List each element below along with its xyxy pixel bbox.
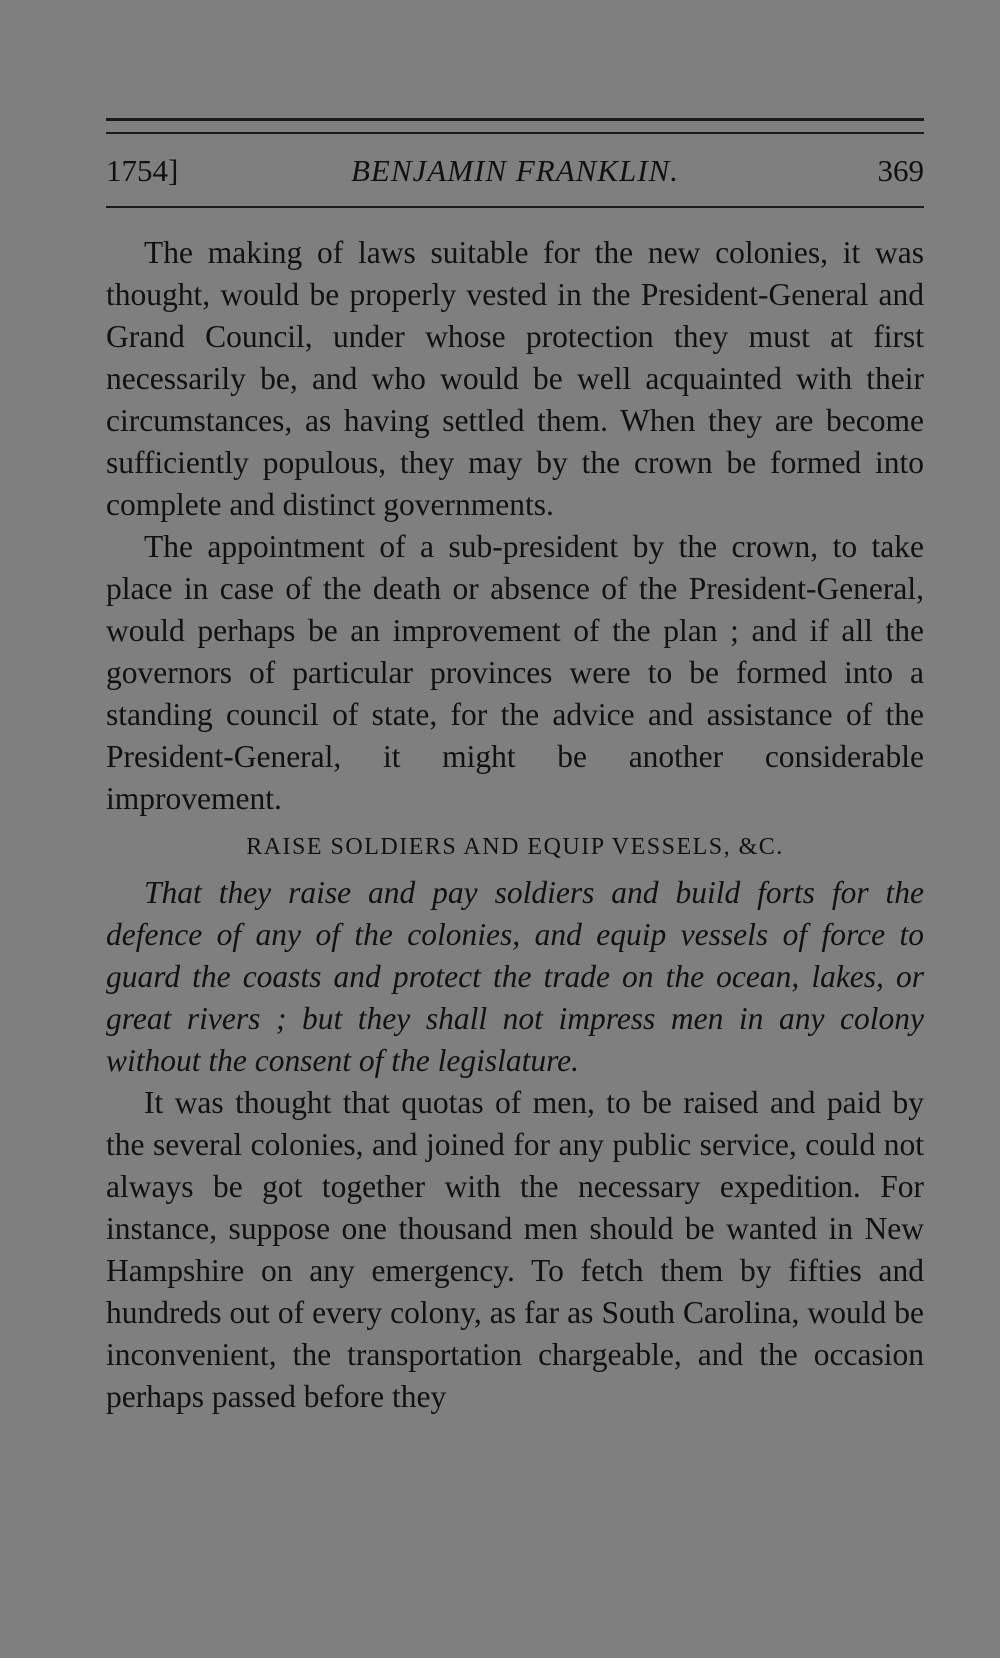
- article-text: That they raise and pay soldiers and build forts for the defence of any of the colonies, and equip vessels of force to guard the coasts and protect the trade on the ocean, lakes, or great rivers ; but they shall not impress men in any colony without the consent of the legislature.: [106, 875, 924, 1078]
- running-head-title: BENJAMIN FRANKLIN.: [351, 153, 679, 188]
- header-rule-bottom: [106, 206, 924, 208]
- header-rule-second: [106, 132, 924, 134]
- body-text: [106, 232, 924, 1418]
- running-head: [106, 150, 924, 192]
- page-number: 369: [877, 153, 924, 188]
- paragraph-sub-president: The appointment of a sub-president by the crown, to take place in case of the death or absence of the President-General, would perhaps be an improvement of the plan ; and if all the governors of particular provinces were to be formed into a standing council of state, for the advice and assistance of the President-General, it might be another considerable improvement.: [106, 529, 924, 816]
- paragraph-laws: The making of laws suitable for the new colonies, it was thought, would be properly vested in the President-General and Grand Council, under whose protection they must at first necessarily be, and who would be well acquainted with their circumstances, as having settled them. When they are become sufficiently populous, they may by the crown be formed into complete and distinct governments.: [106, 235, 924, 522]
- section-heading: RAISE SOLDIERS AND EQUIP VESSELS, &C.: [246, 834, 784, 860]
- running-head-year: 1754]: [106, 153, 179, 188]
- paragraph-quotas: It was thought that quotas of men, to be raised and paid by the several colonies, and joined for any public service, could not always be got together with the necessary expedition. For instance, suppose one thousand men should be wanted in New Hampshire on any emergency. To fetch them by fifties and hundreds out of every colony, as far as South Carolina, would be inconvenient, the transportation chargeable, and the occasion perhaps passed before they: [106, 1085, 924, 1414]
- header-rule-top: [106, 118, 924, 121]
